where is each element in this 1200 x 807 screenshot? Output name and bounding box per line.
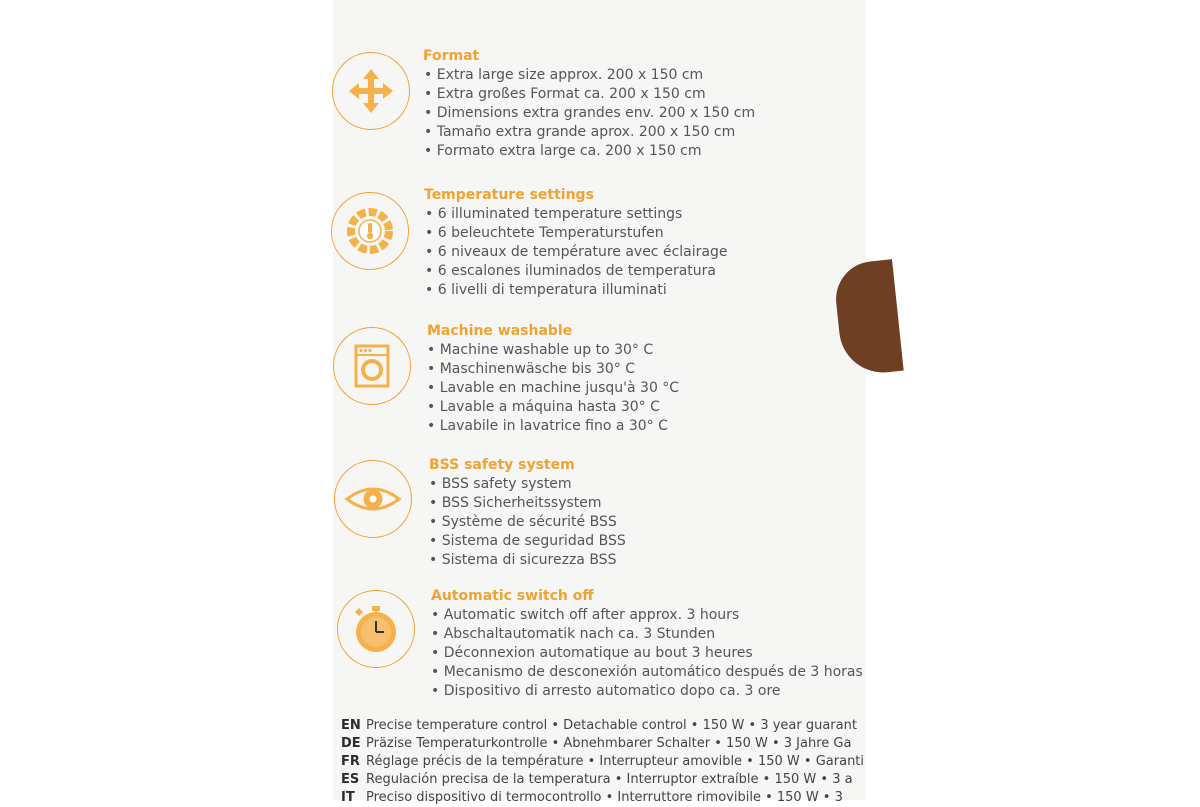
feature-list xyxy=(429,475,626,570)
language-code: EN xyxy=(341,718,361,733)
summary-text: Precise temperature control • Detachable control • 150 W • 3 year guarant xyxy=(366,718,857,733)
list-item: • Sistema di sicurezza BSS xyxy=(429,551,626,570)
list-item: • Formato extra large ca. 200 x 150 cm xyxy=(424,142,755,161)
list-item: • Lavable a máquina hasta 30° C xyxy=(427,398,679,417)
summary-row-fr xyxy=(341,753,866,771)
language-code: DE xyxy=(341,736,361,751)
washing-machine-icon xyxy=(333,327,411,405)
list-item: • BSS Sicherheitssystem xyxy=(429,494,626,513)
feature-title: Temperature settings xyxy=(424,187,594,203)
list-item: • 6 niveaux de température avec éclairage xyxy=(425,243,727,262)
timer-clock-icon xyxy=(337,590,415,668)
list-item: • 6 illuminated temperature settings xyxy=(425,205,727,224)
list-item: • Mecanismo de desconexión automático después de 3 horas xyxy=(431,663,863,682)
feature-title: BSS safety system xyxy=(429,457,575,473)
list-item: • 6 escalones iluminados de temperatura xyxy=(425,262,727,281)
list-item: • Extra großes Format ca. 200 x 150 cm xyxy=(424,85,755,104)
summary-row-it xyxy=(341,789,866,807)
summary-row-es xyxy=(341,771,866,789)
list-item: • BSS safety system xyxy=(429,475,626,494)
summary-text: Réglage précis de la température • Interrupteur amovible • 150 W • Garanti xyxy=(366,754,865,769)
list-item: • Système de sécurité BSS xyxy=(429,513,626,532)
language-code: IT xyxy=(341,790,355,805)
list-item: • Déconnexion automatique au bout 3 heures xyxy=(431,644,863,663)
thermometer-dial-icon xyxy=(331,192,409,270)
language-summary xyxy=(341,717,866,807)
language-code: ES xyxy=(341,772,360,787)
feature-list xyxy=(425,205,727,300)
list-item: • Sistema de seguridad BSS xyxy=(429,532,626,551)
feature-title: Machine washable xyxy=(427,323,573,339)
feature-list xyxy=(427,341,679,436)
list-item: • Machine washable up to 30° C xyxy=(427,341,679,360)
feature-list xyxy=(431,606,863,701)
list-item: • Tamaño extra grande aprox. 200 x 150 cm xyxy=(424,123,755,142)
summary-text: Preciso dispositivo di termocontrollo • Interruttore rimovibile • 150 W • 3 xyxy=(366,790,843,805)
feature-title: Format xyxy=(423,48,480,64)
list-item: • Abschaltautomatik nach ca. 3 Stunden xyxy=(431,625,863,644)
eye-icon xyxy=(334,460,412,538)
summary-text: Regulación precisa de la temperatura • Interruptor extraíble • 150 W • 3 a xyxy=(366,772,853,787)
list-item: • Dispositivo di arresto automatico dopo ca. 3 ore xyxy=(431,682,863,701)
feature-list xyxy=(424,66,755,161)
summary-text: Präzise Temperaturkontrolle • Abnehmbarer Schalter • 150 W • 3 Jahre Ga xyxy=(366,736,852,751)
list-item: • Maschinenwäsche bis 30° C xyxy=(427,360,679,379)
language-code: FR xyxy=(341,754,360,769)
list-item: • 6 livelli di temperatura illuminati xyxy=(425,281,727,300)
list-item: • Extra large size approx. 200 x 150 cm xyxy=(424,66,755,85)
arrows-move-icon xyxy=(332,52,410,130)
list-item: • Dimensions extra grandes env. 200 x 150 cm xyxy=(424,104,755,123)
summary-row-en xyxy=(341,717,866,735)
list-item: • Lavabile in lavatrice fino a 30° C xyxy=(427,417,679,436)
list-item: • Lavable en machine jusqu'à 30 °C xyxy=(427,379,679,398)
summary-row-de xyxy=(341,735,866,753)
list-item: • 6 beleuchtete Temperaturstufen xyxy=(425,224,727,243)
feature-title: Automatic switch off xyxy=(431,588,594,604)
list-item: • Automatic switch off after approx. 3 hours xyxy=(431,606,863,625)
